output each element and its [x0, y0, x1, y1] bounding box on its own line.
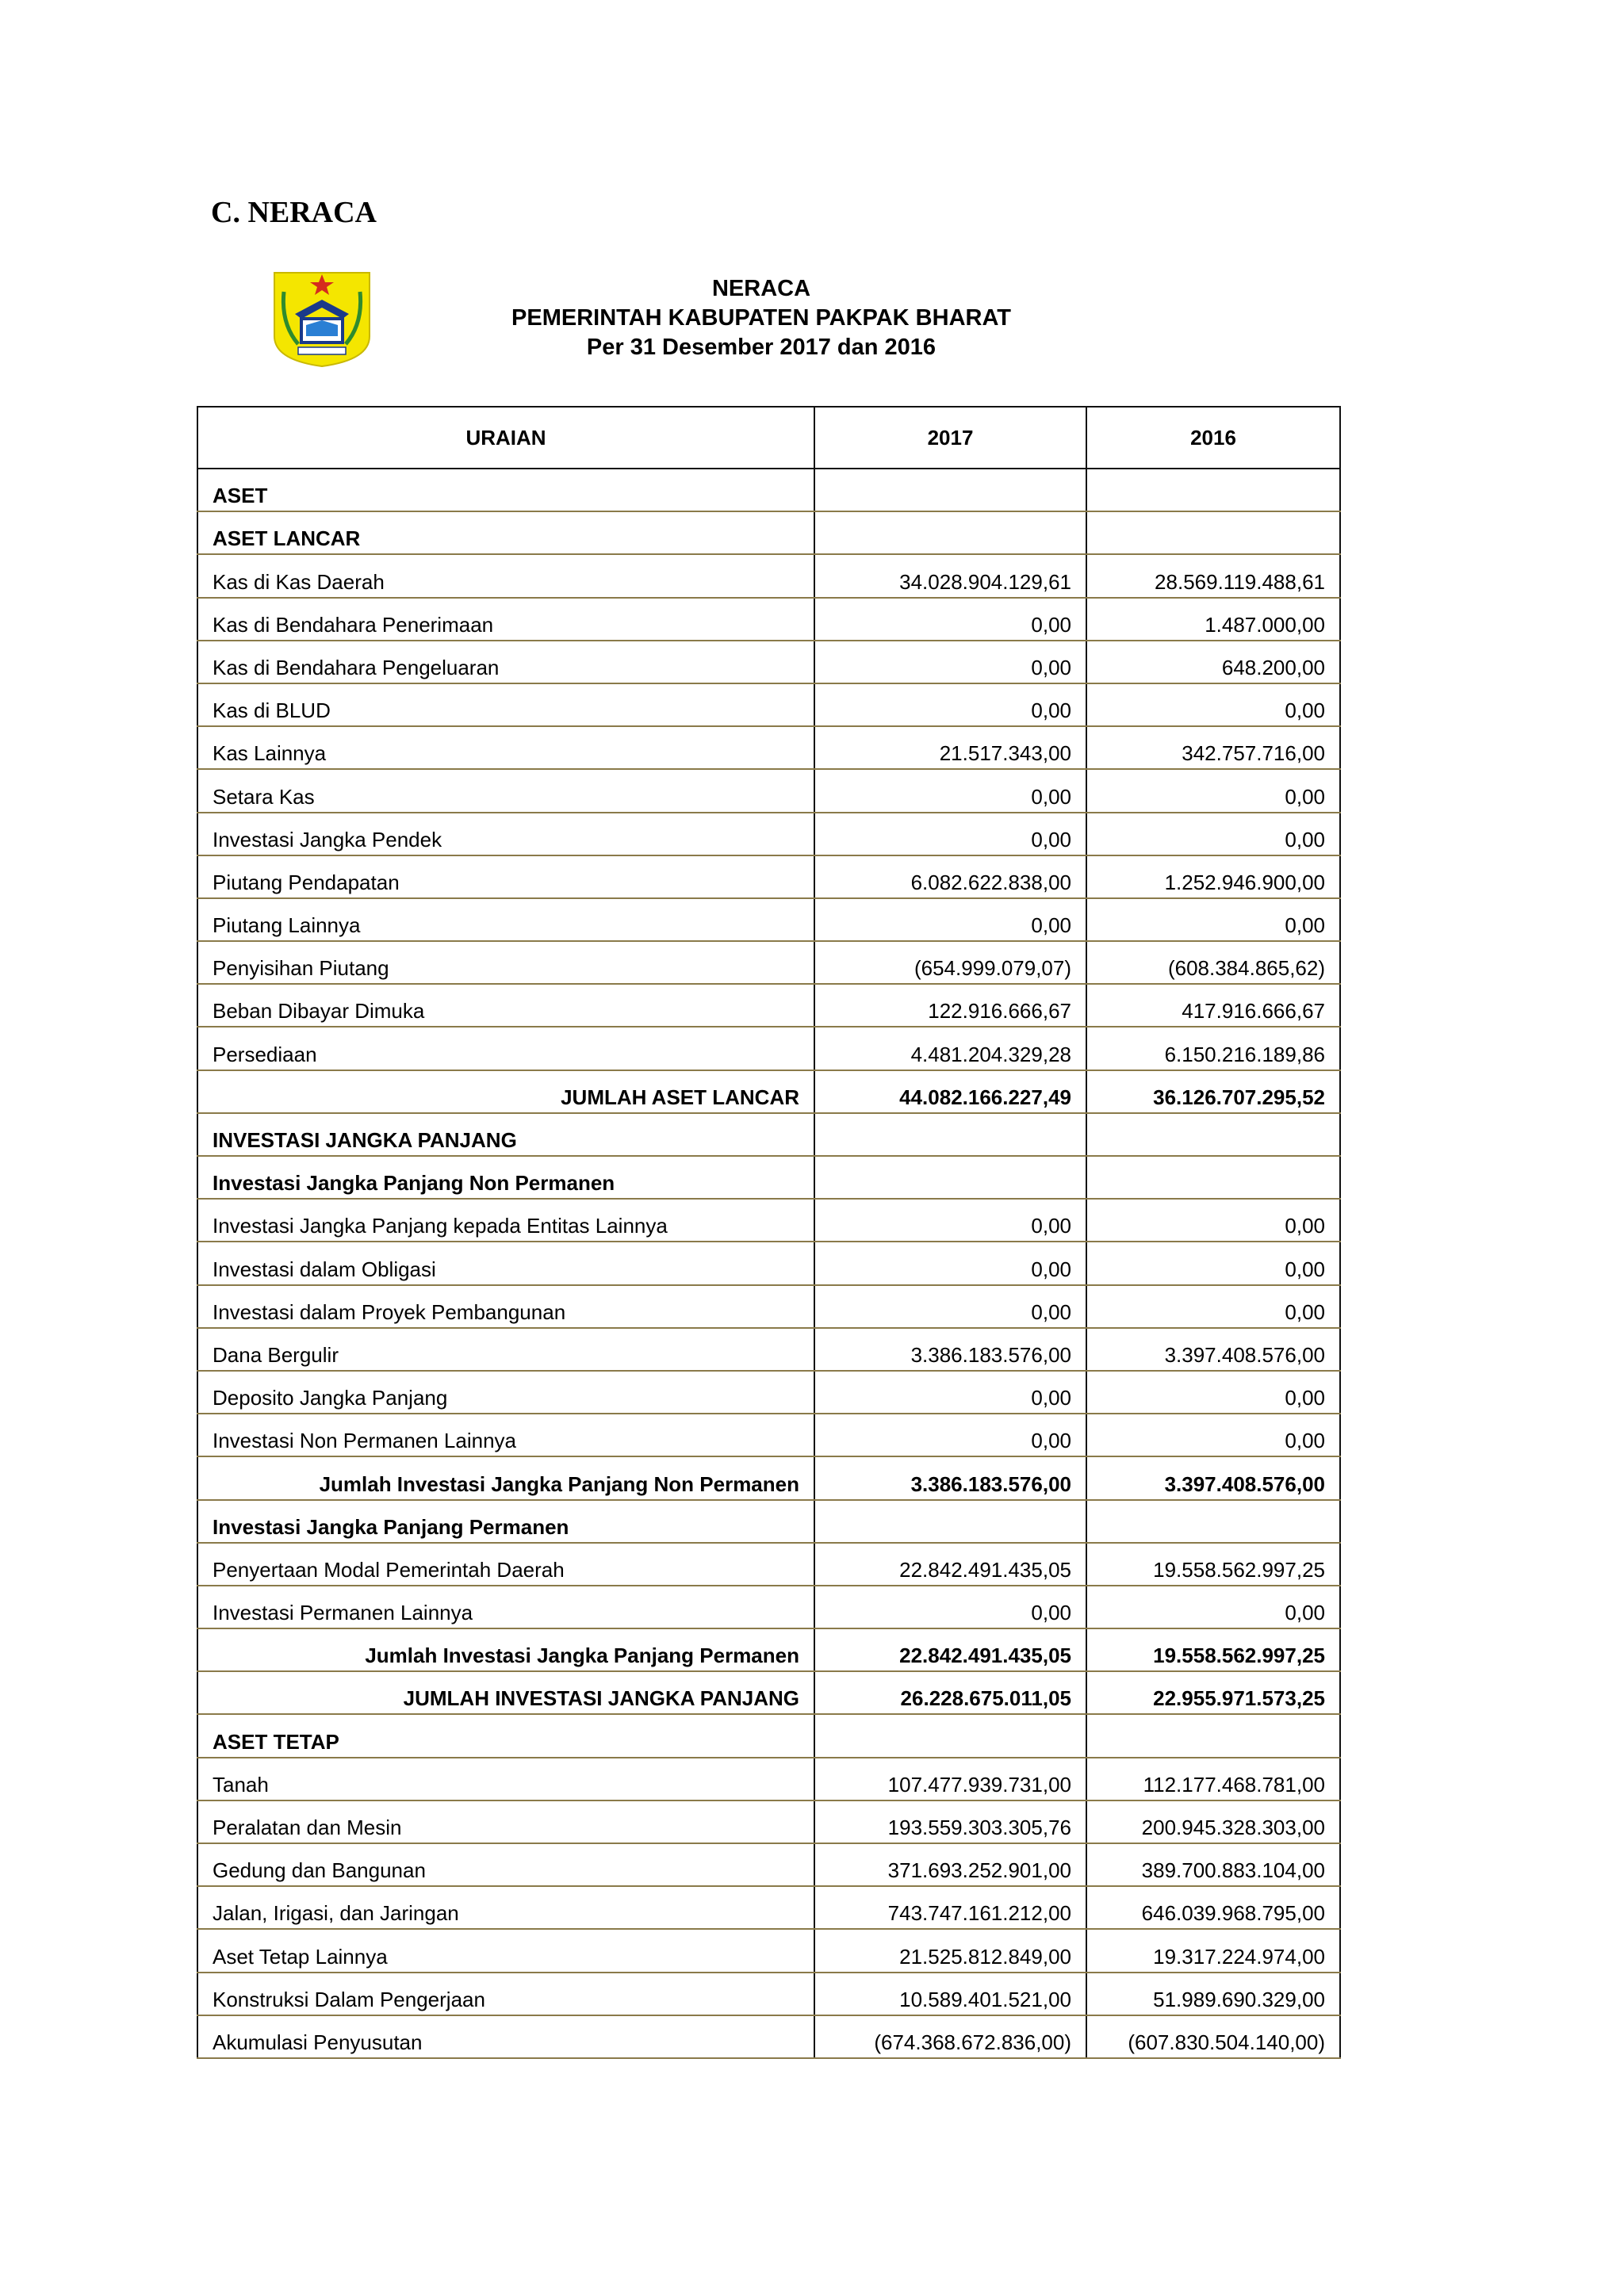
- row-value-2017: 6.082.622.838,00: [814, 855, 1086, 898]
- row-value-2017: 44.082.166.227,49: [814, 1070, 1086, 1113]
- table-row: [197, 769, 1340, 812]
- table-row: [197, 511, 1340, 554]
- row-label: Dana Bergulir: [197, 1328, 814, 1371]
- row-label: ASET LANCAR: [197, 511, 814, 554]
- row-value-2017: [814, 1714, 1086, 1757]
- row-value-2016: (607.830.504.140,00): [1086, 2015, 1340, 2058]
- row-label: Investasi Permanen Lainnya: [197, 1586, 814, 1628]
- row-value-2016: 3.397.408.576,00: [1086, 1328, 1340, 1371]
- row-value-2017: 10.589.401.521,00: [814, 1973, 1086, 2015]
- table-row: [197, 1886, 1340, 1929]
- row-value-2017: 107.477.939.731,00: [814, 1758, 1086, 1800]
- row-label: Kas di Bendahara Penerimaan: [197, 598, 814, 641]
- table-row: [197, 1800, 1340, 1843]
- row-label: Investasi Jangka Pendek: [197, 813, 814, 855]
- column-header-2017: 2017: [814, 407, 1086, 469]
- row-value-2016: 0,00: [1086, 813, 1340, 855]
- row-label: Jumlah Investasi Jangka Panjang Permanen: [197, 1628, 814, 1671]
- table-row: [197, 469, 1340, 511]
- row-label: ASET: [197, 469, 814, 511]
- row-value-2016: 0,00: [1086, 769, 1340, 812]
- row-label: Jumlah Investasi Jangka Panjang Non Permanen: [197, 1456, 814, 1499]
- row-value-2017: 0,00: [814, 598, 1086, 641]
- row-value-2017: 0,00: [814, 769, 1086, 812]
- row-value-2017: 371.693.252.901,00: [814, 1843, 1086, 1886]
- table-row: [197, 1027, 1340, 1070]
- row-value-2016: 112.177.468.781,00: [1086, 1758, 1340, 1800]
- row-value-2016: 200.945.328.303,00: [1086, 1800, 1340, 1843]
- row-label: Kas di BLUD: [197, 683, 814, 726]
- row-label: Kas di Bendahara Pengeluaran: [197, 641, 814, 683]
- row-value-2017: 34.028.904.129,61: [814, 554, 1086, 597]
- table-row: [197, 1285, 1340, 1328]
- row-value-2016: 22.955.971.573,25: [1086, 1671, 1340, 1714]
- row-value-2017: 3.386.183.576,00: [814, 1328, 1086, 1371]
- row-label: Investasi dalam Proyek Pembangunan: [197, 1285, 814, 1328]
- row-value-2017: (674.368.672.836,00): [814, 2015, 1086, 2058]
- table-row: [197, 855, 1340, 898]
- column-header-2016: 2016: [1086, 407, 1340, 469]
- table-row: [197, 641, 1340, 683]
- row-value-2016: 19.317.224.974,00: [1086, 1929, 1340, 1972]
- row-label: Jalan, Irigasi, dan Jaringan: [197, 1886, 814, 1929]
- row-value-2016: (608.384.865,62): [1086, 941, 1340, 984]
- row-label: Beban Dibayar Dimuka: [197, 984, 814, 1027]
- row-label: Akumulasi Penyusutan: [197, 2015, 814, 2058]
- row-value-2017: 0,00: [814, 1285, 1086, 1328]
- row-label: Kas Lainnya: [197, 726, 814, 769]
- row-value-2017: 0,00: [814, 641, 1086, 683]
- table-row: [197, 554, 1340, 597]
- table-row: [197, 1414, 1340, 1456]
- row-label: Aset Tetap Lainnya: [197, 1929, 814, 1972]
- row-value-2016: 3.397.408.576,00: [1086, 1456, 1340, 1499]
- row-value-2016: 417.916.666,67: [1086, 984, 1340, 1027]
- row-value-2016: 19.558.562.997,25: [1086, 1628, 1340, 1671]
- row-label: ASET TETAP: [197, 1714, 814, 1757]
- row-label: Investasi dalam Obligasi: [197, 1242, 814, 1284]
- row-value-2016: 648.200,00: [1086, 641, 1340, 683]
- row-value-2016: [1086, 1714, 1340, 1757]
- row-value-2017: 0,00: [814, 1199, 1086, 1242]
- table-row: [197, 1843, 1340, 1886]
- row-value-2016: 342.757.716,00: [1086, 726, 1340, 769]
- row-value-2017: 21.525.812.849,00: [814, 1929, 1086, 1972]
- table-row: [197, 683, 1340, 726]
- row-value-2016: 0,00: [1086, 1199, 1340, 1242]
- table-row: [197, 1586, 1340, 1628]
- row-value-2016: 0,00: [1086, 1285, 1340, 1328]
- row-value-2016: 0,00: [1086, 1371, 1340, 1414]
- row-value-2017: 0,00: [814, 1586, 1086, 1628]
- row-value-2016: 51.989.690.329,00: [1086, 1973, 1340, 2015]
- row-value-2017: (654.999.079,07): [814, 941, 1086, 984]
- row-value-2016: 389.700.883.104,00: [1086, 1843, 1340, 1886]
- table-row: [197, 813, 1340, 855]
- row-value-2017: 0,00: [814, 1414, 1086, 1456]
- table-row: [197, 1156, 1340, 1199]
- table-row: [197, 1543, 1340, 1586]
- row-value-2016: 28.569.119.488,61: [1086, 554, 1340, 597]
- row-label: Tanah: [197, 1758, 814, 1800]
- row-value-2017: 0,00: [814, 1242, 1086, 1284]
- table-row: [197, 1758, 1340, 1800]
- report-header: [444, 274, 1078, 362]
- table-row: [197, 1500, 1340, 1543]
- row-value-2016: 0,00: [1086, 1414, 1340, 1456]
- row-value-2017: 22.842.491.435,05: [814, 1543, 1086, 1586]
- table-row: [197, 984, 1340, 1027]
- report-title: NERACA: [711, 276, 811, 301]
- row-label: Investasi Jangka Panjang kepada Entitas Lainnya: [197, 1199, 814, 1242]
- row-value-2017: [814, 1113, 1086, 1156]
- row-label: Peralatan dan Mesin: [197, 1800, 814, 1843]
- row-value-2016: [1086, 511, 1340, 554]
- row-label: Kas di Kas Daerah: [197, 554, 814, 597]
- table-row: [197, 1628, 1340, 1671]
- table-row: [197, 898, 1340, 941]
- row-value-2017: 26.228.675.011,05: [814, 1671, 1086, 1714]
- row-value-2017: [814, 511, 1086, 554]
- row-value-2016: [1086, 1500, 1340, 1543]
- row-value-2017: 0,00: [814, 898, 1086, 941]
- row-label: Persediaan: [197, 1027, 814, 1070]
- row-label: Penyertaan Modal Pemerintah Daerah: [197, 1543, 814, 1586]
- table-row: [197, 726, 1340, 769]
- row-label: INVESTASI JANGKA PANJANG: [197, 1113, 814, 1156]
- table-row: [197, 1929, 1340, 1972]
- row-label: Penyisihan Piutang: [197, 941, 814, 984]
- row-label: Setara Kas: [197, 769, 814, 812]
- row-label: Investasi Jangka Panjang Permanen: [197, 1500, 814, 1543]
- table-row: [197, 941, 1340, 984]
- row-value-2017: 0,00: [814, 813, 1086, 855]
- row-value-2017: 3.386.183.576,00: [814, 1456, 1086, 1499]
- table-row: [197, 1242, 1340, 1284]
- table-row: [197, 1328, 1340, 1371]
- row-label: JUMLAH ASET LANCAR: [197, 1070, 814, 1113]
- table-row: [197, 2015, 1340, 2058]
- row-label: Konstruksi Dalam Pengerjaan: [197, 1973, 814, 2015]
- report-entity: PEMERINTAH KABUPATEN PAKPAK BHARAT: [511, 305, 1011, 331]
- row-label: Piutang Lainnya: [197, 898, 814, 941]
- table-row: [197, 1456, 1340, 1499]
- table-row: [197, 1973, 1340, 2015]
- row-value-2016: [1086, 469, 1340, 511]
- row-value-2016: 36.126.707.295,52: [1086, 1070, 1340, 1113]
- row-label: Investasi Non Permanen Lainnya: [197, 1414, 814, 1456]
- table-row: [197, 598, 1340, 641]
- row-value-2016: 6.150.216.189,86: [1086, 1027, 1340, 1070]
- row-value-2017: 743.747.161.212,00: [814, 1886, 1086, 1929]
- row-value-2017: 193.559.303.305,76: [814, 1800, 1086, 1843]
- table-row: [197, 1199, 1340, 1242]
- row-value-2016: [1086, 1113, 1340, 1156]
- balance-sheet-table: [197, 406, 1341, 2059]
- row-label: Gedung dan Bangunan: [197, 1843, 814, 1886]
- row-value-2017: 4.481.204.329,28: [814, 1027, 1086, 1070]
- row-value-2017: [814, 1500, 1086, 1543]
- table-row: [197, 1113, 1340, 1156]
- row-value-2017: 0,00: [814, 683, 1086, 726]
- row-value-2016: 1.487.000,00: [1086, 598, 1340, 641]
- row-value-2017: 0,00: [814, 1371, 1086, 1414]
- row-value-2017: 122.916.666,67: [814, 984, 1086, 1027]
- row-value-2016: 1.252.946.900,00: [1086, 855, 1340, 898]
- report-period: Per 31 Desember 2017 dan 2016: [586, 335, 936, 360]
- row-value-2016: 0,00: [1086, 898, 1340, 941]
- row-value-2016: 0,00: [1086, 683, 1340, 726]
- row-value-2017: [814, 1156, 1086, 1199]
- regency-emblem-icon: [266, 268, 377, 368]
- table-row: [197, 1371, 1340, 1414]
- row-value-2017: 22.842.491.435,05: [814, 1628, 1086, 1671]
- table-row: [197, 1070, 1340, 1113]
- row-value-2017: 21.517.343,00: [814, 726, 1086, 769]
- row-value-2016: 0,00: [1086, 1242, 1340, 1284]
- table-header-row: [197, 407, 1340, 469]
- table-row: [197, 1714, 1340, 1757]
- row-label: Piutang Pendapatan: [197, 855, 814, 898]
- row-label: Investasi Jangka Panjang Non Permanen: [197, 1156, 814, 1199]
- row-label: JUMLAH INVESTASI JANGKA PANJANG: [197, 1671, 814, 1714]
- table-row: [197, 1671, 1340, 1714]
- row-value-2016: 19.558.562.997,25: [1086, 1543, 1340, 1586]
- row-label: Deposito Jangka Panjang: [197, 1371, 814, 1414]
- row-value-2016: 0,00: [1086, 1586, 1340, 1628]
- section-title: C. NERACA: [211, 196, 377, 229]
- row-value-2016: [1086, 1156, 1340, 1199]
- column-header-uraian: URAIAN: [197, 407, 814, 469]
- row-value-2016: 646.039.968.795,00: [1086, 1886, 1340, 1929]
- row-value-2017: [814, 469, 1086, 511]
